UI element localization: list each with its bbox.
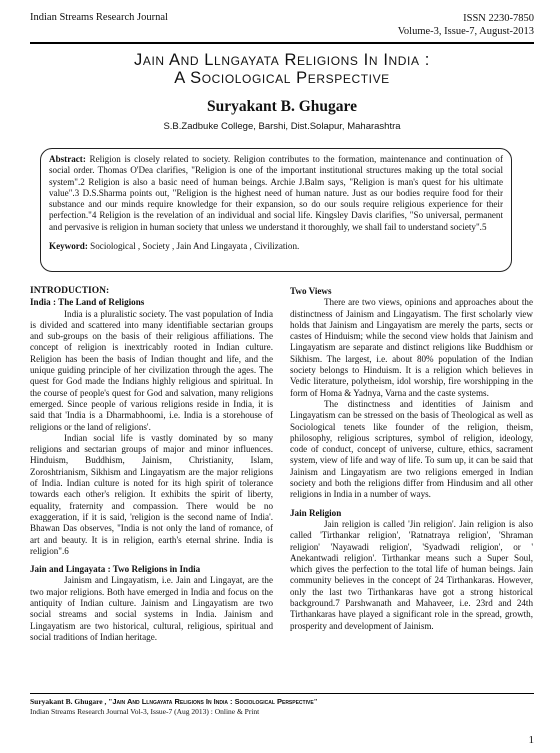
article-title: [30, 51, 534, 87]
intro-paragraph-1: India is a pluralistic society. The vast population of India is divided and scattered into many identifiable sectarian groups and sub-groups on the basis of their religious affiliations. The concept of religion is inextricably rooted in Indian culture. Religion has been the basis of Indian thought and life, and the unique guiding principle of her civilization through the ages. The quest for God made the Indians highly religious and spiritual. In the course of people's quest for God and salvation, many religions emerged. Since people of various religions reside in India, it is said that 'India is a Dharmabhoomi, i.e. India is a storehouse of religions or the land of religions'.: [30, 308, 273, 432]
issn: ISSN 2230-7850: [463, 13, 534, 24]
jain-religion-paragraph: Jain religion is called 'Jin religion'. Jain religion is also called 'Tirthankar religion', 'Ratnatraya religion', 'Shraman religion' 'Nayawadi religion', 'Syadwadi religion', or ' Anekantwadi religion'. Tirthankar means such a Super Soul, which gives the perfection to the total life of human beings. Jain community believes in the concept of 24 Tirthankaras. However, only the last two Tirthankaras have got a strong historical background.7 Parshwanath and Mahaveer, i.e. 23rd and 24th Tirthankaras have played a significant role in the spread, growth, prosperity and development of Jainism.: [290, 518, 533, 631]
title-line-2: A Sociological Perspective: [174, 69, 390, 87]
keywords-label: Keyword:: [49, 241, 88, 252]
header-rule: [30, 42, 534, 44]
right-column: [290, 286, 533, 632]
abstract-label: Abstract:: [49, 154, 86, 164]
abstract-paragraph: [49, 154, 503, 233]
volume-issue: Volume-3, Issue-7, August-2013: [397, 26, 534, 37]
citation-author: Suryakant B. Ghugare , ": [30, 697, 113, 706]
journal-name: Indian Streams Research Journal: [30, 12, 168, 23]
two-views-paragraph-1: There are two views, opinions and approaches about the distinctness of Jainism and Lingayatism. The first scholarly view holds that Jainism and Lingayatism are merely the parts, sects or castes of Hinduism; while the second view holds that Jainism and Lingayatism are separate and distinct religions like Buddhism or Sikhism. The largest, i.e. about 80% population of the Indian society belongs to Hinduism. It is a religion which believes in Vedic literature, polytheism, idol worship, fire worshipping in the form of Homa & Yadnya, Varna and the caste systems.: [290, 297, 533, 398]
left-column: [30, 286, 273, 643]
citation-title: Jain And Llngayata Religions In India : Sociological Perspective: [112, 697, 314, 706]
title-line-1: Jain And Llngayata Religions In India :: [134, 51, 430, 69]
keywords-text: Sociological , Society , Jain And Lingayata , Civilization.: [87, 241, 300, 252]
citation-quote-close: ": [313, 697, 318, 706]
intro-paragraph-2: Indian social life is vastly dominated by so many religions and sectarian groups of major and minor influences. Hinduism, Buddhism, Jainism, Christianity, Islam, Zoroshtrianism, Sikhism and Lingayatism are the major religions of India. Indian culture is noted for its high spirit of tolerance towards each other's religion. It exhibits the spirit of liberty, equality, fraternity and compassion. There would be no exaggeration, if it is said, 'religion is the second name of India'. Bhawan Das observes, "India is not only the land of romance, of art and beauty. It is in religion, earth's eternal shrine. India is religion".6: [30, 432, 273, 556]
two-religions-heading: Jain and Lingayata : Two Religions in India: [30, 564, 201, 575]
abstract-text: Religion is closely related to society. Religion contributes to the formation, maintenance and continuation of social order. Thomas O'Dea clarifies, "Religion is one of the important institutional structures making up the total social system".2 Religion is also a basic need of human beings. Archie J.Balm says, "Religion is man's quest for his ultimate value".3 D.S.Sharma points out, "Religion is the highest need of human nature. Just as our bodies require food for their substance and our minds require knowledge for their expansion, so do our souls require religious experience for their perfection."4 Religion is the revelation of an individual and social life. Kingsley Davis clarifies, "So universal, permanent and pervasive is religion in human society that unless we understand it thoroughly, we shall fail to understand society".5: [49, 154, 503, 232]
citation-line-1: [30, 697, 534, 707]
keywords-paragraph: [49, 241, 503, 252]
page-number: 1: [528, 734, 534, 746]
jain-religion-heading: Jain Religion: [290, 507, 342, 518]
citation-footer: [30, 697, 534, 717]
introduction-heading: INTRODUCTION:: [30, 286, 110, 296]
journal-meta: [398, 12, 534, 38]
two-religions-paragraph: Jainism and Lingayatism, i.e. Jain and Lingayat, are the two major religions. Both have emerged in India and focus on the antiquity of Indian culture. Jainism and Lingayatism are two social streams and social systems in India. Jainism and Lingayatism are two historical, cultural, religious, spiritual and social traditions of Indian heritage.: [30, 575, 273, 642]
two-views-heading: Two Views: [290, 286, 332, 296]
two-views-paragraph-2: The distinctness and identities of Jainism and Lingayatism can be stressed on the basis of Theological as well as Sociological tenets like founder of the religion, theism, philosophy, religious scriptures, symbol of religion, ideology, code of conduct, concept of universe, culture, ethics, sacrament system, view of life and way of life. To sum up, it can be said that Jainism and Lingayatism are two religions emerged in Indian society and both the religions differ from Hindusim and all other religions in India in a number of ways.: [290, 398, 533, 500]
abstract-box: [40, 148, 512, 272]
author-name: Suryakant B. Ghugare: [206, 98, 357, 115]
citation-line-2: Indian Streams Research Journal Vol-3, Issue-7 (Aug 2013) : Online & Print: [30, 707, 260, 716]
land-of-religions-heading: India : The Land of Religions: [30, 297, 145, 308]
footer-rule: [30, 693, 534, 694]
author-affiliation: S.B.Zadbuke College, Barshi, Dist.Solapur, Maharashtra: [163, 121, 401, 132]
